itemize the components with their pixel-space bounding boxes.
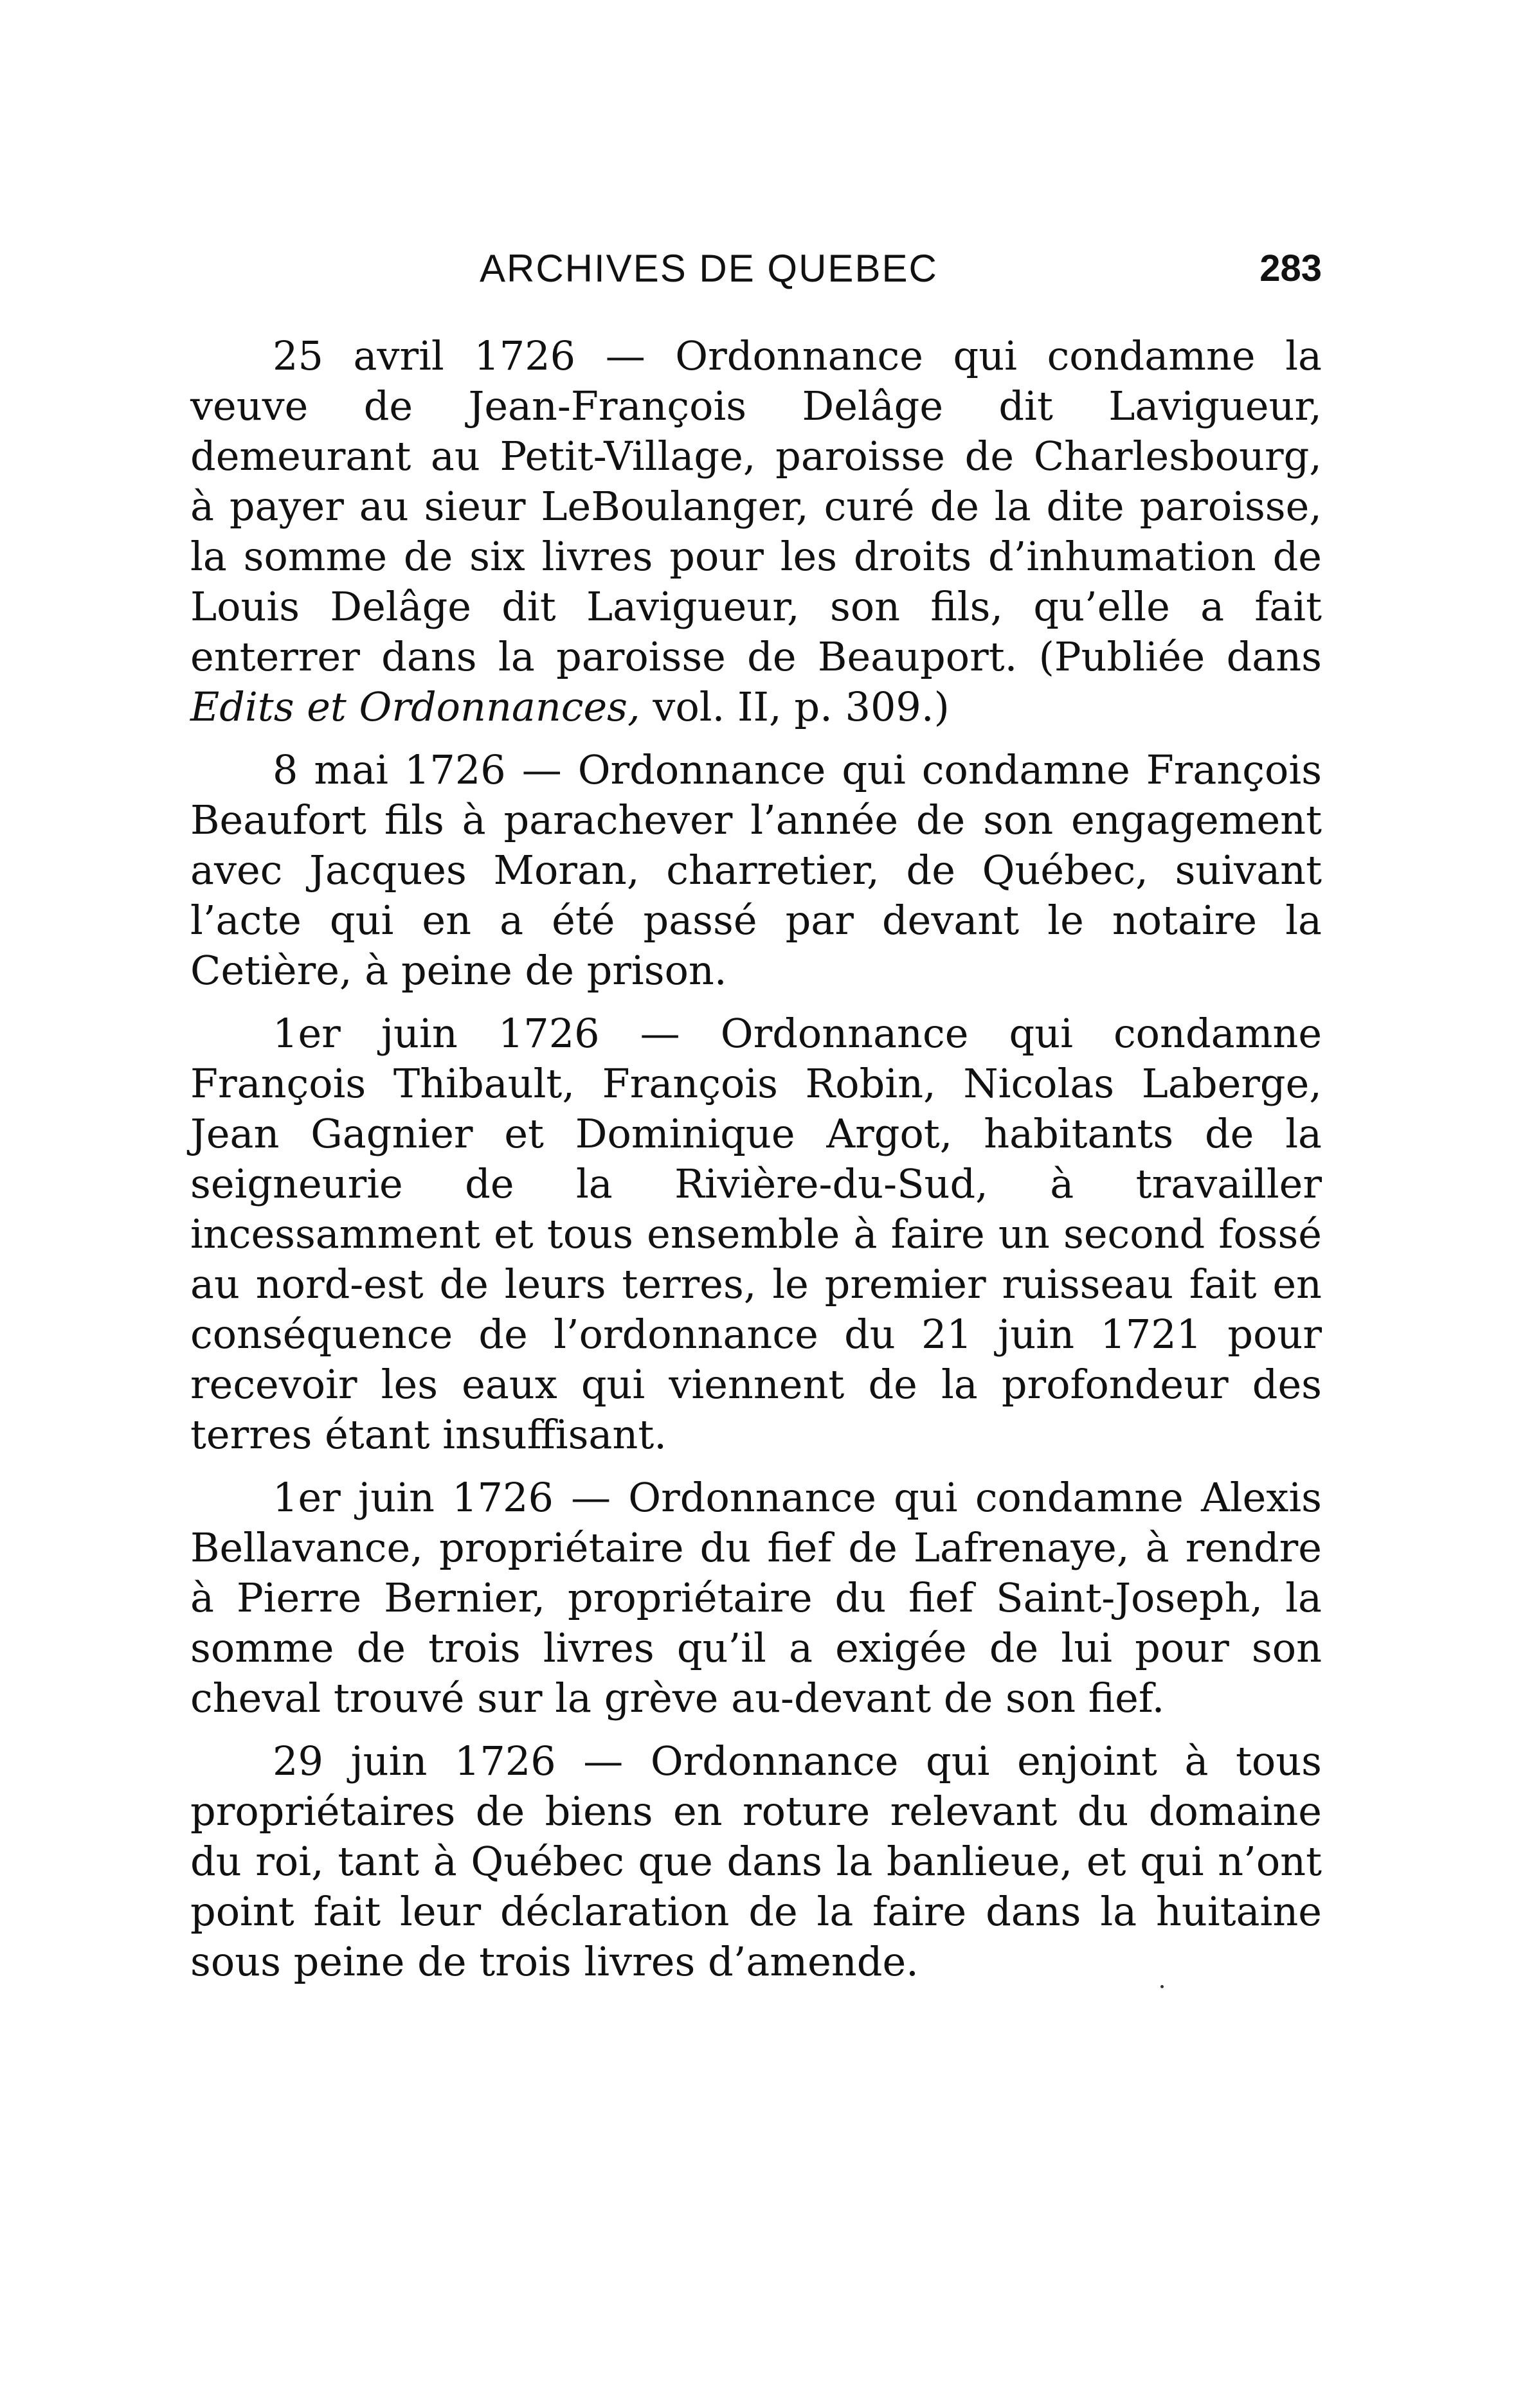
ordinance-entry xyxy=(190,1009,1322,1460)
entry-date: 1er juin 1726 xyxy=(273,1010,600,1057)
entry-date: 29 juin 1726 xyxy=(273,1738,556,1784)
entry-date: 8 mai 1726 xyxy=(273,746,506,793)
entry-text: — Ordonnance qui condamne la veuve de Jean-François Delâge dit Lavigueur, demeurant au Petit-Village, paroisse de Charlesbourg, à payer au sieur LeBoulanger, curé de la dite paroisse, la somme de six livres pour les droits d’inhumation de Louis Delâge dit Lavigueur, son fils, qu’elle a fait enterrer dans la paroisse de Beauport. (Publiée dans xyxy=(190,332,1322,680)
ordinance-entry xyxy=(190,1473,1322,1723)
entry-text: — Ordonnance qui condamne François Thibault, François Robin, Nicolas Laberge, Jean Gagnier et Dominique Argot, habitants de la seigneurie de la Rivière-du-Sud, à travailler incessamment et tous ensemble à faire un second fossé au nord-est de leurs terres, le premier ruisseau fait en conséquence de l’ordonnance du 21 juin 1721 pour recevoir les eaux qui viennent de la profondeur des terres étant insuffisant. xyxy=(190,1010,1322,1458)
entry-text: — Ordonnance qui enjoint à tous propriétaires de biens en roture relevant du domaine du roi, tant à Québec que dans la banlieue, et qui n’ont point fait leur déclaration de la faire dans la huitaine sous peine de trois livres d’amende. xyxy=(190,1738,1322,1985)
entry-date: 25 avril 1726 xyxy=(273,332,576,379)
ordinance-entry xyxy=(190,331,1322,732)
entry-citation: vol. II, p. 309.) xyxy=(640,683,950,730)
running-title: ARCHIVES DE QUEBEC xyxy=(480,247,938,290)
ordinance-list xyxy=(190,331,1322,2000)
ordinance-entry xyxy=(190,1736,1322,1987)
publication-title: Edits et Ordonnances, xyxy=(190,683,640,730)
running-head xyxy=(190,243,1322,301)
entry-text: — Ordonnance qui condamne François Beaufort fils à parachever l’année de son engagement avec Jacques Moran, charretier, de Québec, suivant l’acte qui en a été passé par devant le notaire la Cetière, à peine de prison. xyxy=(190,746,1322,994)
entry-text: — Ordonnance qui condamne Alexis Bellavance, propriétaire du fief de Lafrenaye, à rendre à Pierre Bernier, propriétaire du fief Saint-Joseph, la somme de trois livres qu’il a exigée de lui pour son cheval trouvé sur la grève au-devant de son fief. xyxy=(190,1474,1322,1721)
ink-speck xyxy=(1160,1985,1164,1988)
ordinance-entry xyxy=(190,745,1322,996)
entry-date: 1er juin 1726 xyxy=(273,1474,554,1521)
page-number: 283 xyxy=(1259,247,1322,289)
